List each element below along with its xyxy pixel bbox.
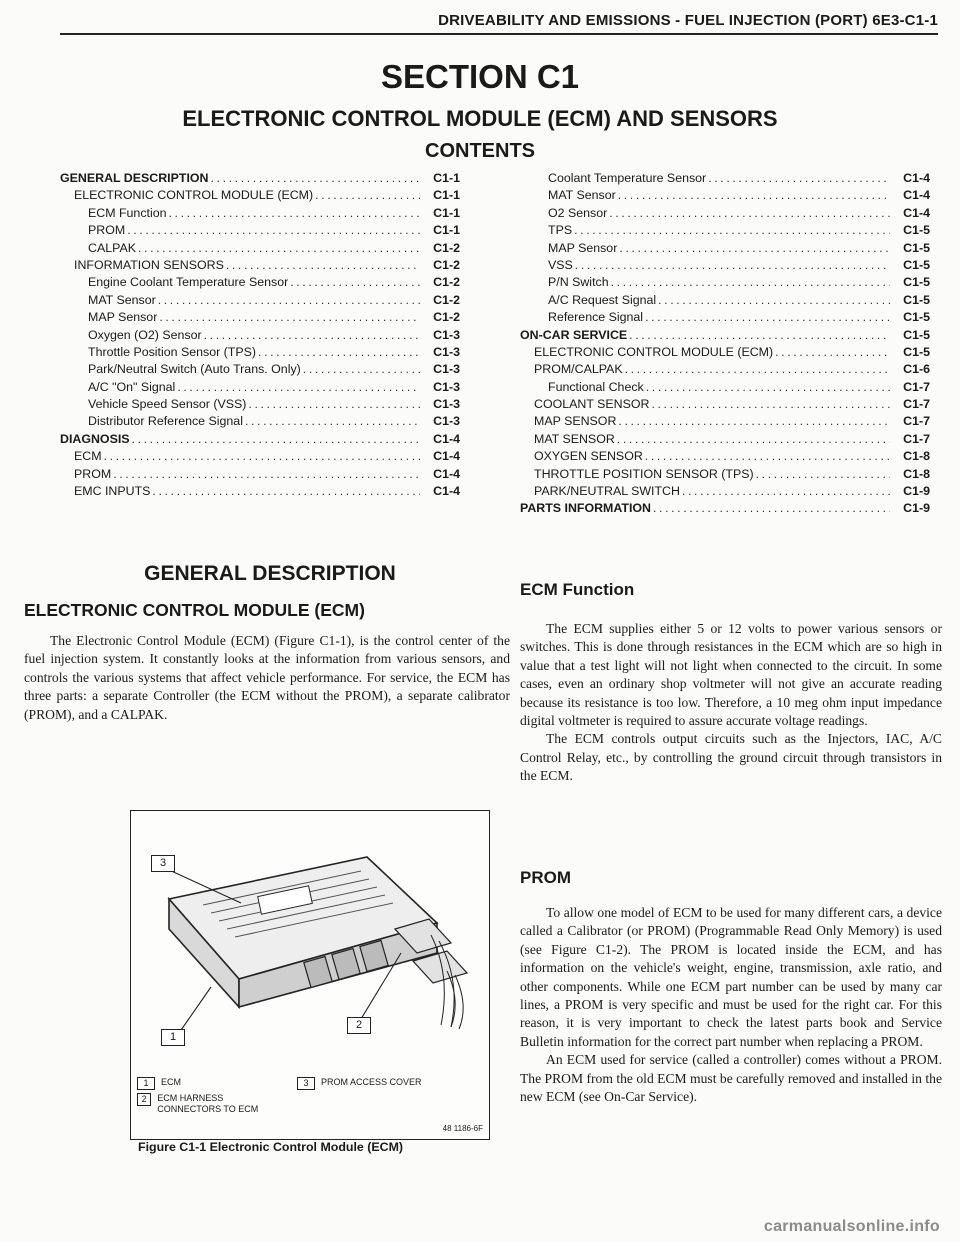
- toc-entry-page: C1-3: [433, 344, 460, 359]
- toc-entry-label: THROTTLE POSITION SENSOR (TPS): [534, 466, 754, 481]
- ecm-illustration: [131, 811, 487, 1061]
- legend-item: [137, 1093, 287, 1115]
- toc-entry-label: MAT Sensor: [88, 292, 156, 307]
- toc-entry: [60, 309, 460, 326]
- toc-entry: [60, 240, 460, 257]
- toc-entry: [520, 170, 930, 187]
- toc-entry-label: PARK/NEUTRAL SWITCH: [534, 484, 680, 499]
- toc-leader-dots: [136, 240, 420, 257]
- legend-text: PROM ACCESS COVER: [321, 1077, 422, 1087]
- toc-entry-page: C1-4: [903, 205, 930, 220]
- toc-leader-dots: [246, 396, 420, 413]
- toc-entry-label: Functional Check: [548, 379, 644, 394]
- toc-entry-page: C1-4: [903, 171, 930, 185]
- toc-entry-page: C1-2: [433, 292, 460, 307]
- toc-entry-label: COOLANT SENSOR: [534, 397, 650, 412]
- toc-entry: [520, 257, 930, 274]
- toc-entry-label: CALPAK: [88, 240, 136, 255]
- toc-leader-dots: [649, 396, 890, 413]
- ecm-function-paragraph-2: The ECM controls output circuits such as the Injectors, IAC, A/C Control Relay, etc., by controlling the ground circuit through transistors in the ECM.: [520, 731, 942, 784]
- toc-entry-label: PROM: [88, 223, 126, 238]
- toc-entry-page: C1-9: [903, 501, 930, 516]
- toc-leader-dots: [609, 274, 890, 291]
- toc-entry-page: C1-5: [903, 292, 930, 307]
- legend-item: [137, 1077, 181, 1090]
- toc-entry-label: INFORMATION SENSORS: [74, 257, 224, 272]
- toc-entry-page: C1-2: [433, 310, 460, 325]
- toc-entry-label: MAT Sensor: [548, 188, 616, 203]
- toc-entry-page: C1-1: [433, 188, 460, 203]
- toc-entry-label: Coolant Temperature Sensor: [548, 171, 707, 185]
- toc-entry: [60, 222, 460, 239]
- toc-entry-label: PARTS INFORMATION: [520, 501, 652, 516]
- toc-leader-dots: [156, 292, 420, 309]
- toc-entry-label: MAT SENSOR: [534, 431, 615, 446]
- toc-leader-dots: [256, 344, 420, 361]
- toc-entry-page: C1-3: [433, 414, 460, 429]
- toc-entry-page: C1-3: [433, 362, 460, 377]
- toc-entry-page: C1-4: [433, 431, 460, 446]
- toc-entry: [520, 396, 930, 413]
- toc-entry-page: C1-1: [433, 205, 460, 220]
- toc-leader-dots: [616, 413, 890, 430]
- figure-id: 48 1186-6F: [442, 1124, 483, 1133]
- toc-leader-dots: [643, 309, 890, 326]
- section-subtitle: ELECTRONIC CONTROL MODULE (ECM) AND SENSORS: [182, 106, 778, 131]
- legend-number: 3: [297, 1077, 315, 1090]
- toc-entry-label: O2 Sensor: [548, 205, 608, 220]
- toc-entry-page: C1-2: [433, 275, 460, 290]
- figure-caption: Figure C1-1 Electronic Control Module (ECM): [138, 1140, 404, 1154]
- toc-entry: [60, 396, 460, 413]
- toc-leader-dots: [651, 500, 890, 517]
- toc-entry-label: VSS: [548, 257, 573, 272]
- contents-heading: CONTENTS: [425, 140, 535, 162]
- toc-entry-page: C1-4: [433, 449, 460, 464]
- toc-entry-label: Reference Signal: [548, 310, 644, 325]
- toc-entry-page: C1-5: [903, 223, 930, 238]
- toc-leader-dots: [773, 344, 890, 361]
- toc-entry-page: C1-7: [903, 379, 930, 394]
- toc-entry: [60, 170, 460, 187]
- ecm-function-body: [520, 620, 942, 786]
- toc-entry: [60, 379, 460, 396]
- toc-entry: [60, 205, 460, 222]
- toc-entry-page: C1-5: [903, 310, 930, 325]
- toc-entry: [520, 379, 930, 396]
- toc-left-column: [60, 170, 460, 500]
- toc-entry-label: PROM: [74, 466, 112, 481]
- toc-entry-page: C1-8: [903, 449, 930, 464]
- toc-right-column: [520, 170, 930, 518]
- toc-leader-dots: [208, 170, 420, 187]
- prom-heading: PROM: [520, 868, 571, 887]
- toc-entry: [520, 344, 930, 361]
- toc-entry-page: C1-2: [433, 257, 460, 272]
- toc-entry: [520, 274, 930, 291]
- toc-entry-label: P/N Switch: [548, 275, 609, 290]
- toc-entry-page: C1-3: [433, 397, 460, 412]
- toc-leader-dots: [175, 379, 420, 396]
- toc-entry-page: C1-5: [903, 327, 930, 342]
- toc-entry-page: C1-6: [903, 362, 930, 377]
- toc-entry: [520, 205, 930, 222]
- figure-callout-2: 2: [347, 1017, 371, 1034]
- toc-entry-page: C1-4: [903, 188, 930, 203]
- ecm-heading: ELECTRONIC CONTROL MODULE (ECM): [24, 600, 365, 620]
- toc-leader-dots: [150, 483, 420, 500]
- toc-leader-dots: [301, 361, 420, 378]
- toc-entry: [520, 327, 930, 344]
- toc-leader-dots: [224, 257, 420, 274]
- toc-entry: [520, 292, 930, 309]
- toc-entry-label: A/C "On" Signal: [88, 379, 176, 394]
- section-title: SECTION C1: [380, 58, 580, 95]
- toc-entry-label: DIAGNOSIS: [60, 431, 130, 446]
- toc-leader-dots: [644, 379, 890, 396]
- toc-entry-label: ELECTRONIC CONTROL MODULE (ECM): [74, 188, 314, 203]
- toc-entry-page: C1-5: [903, 240, 930, 255]
- toc-entry-page: C1-9: [903, 484, 930, 499]
- toc-entry: [60, 483, 460, 500]
- toc-entry: [60, 257, 460, 274]
- ecm-paragraph: [24, 632, 510, 724]
- toc-leader-dots: [130, 431, 420, 448]
- toc-entry: [520, 413, 930, 430]
- toc-entry-label: Oxygen (O2) Sensor: [88, 327, 202, 342]
- toc-entry-page: C1-5: [903, 344, 930, 359]
- toc-leader-dots: [573, 257, 890, 274]
- toc-entry-label: GENERAL DESCRIPTION: [60, 171, 209, 185]
- toc-entry-label: Throttle Position Sensor (TPS): [88, 344, 257, 359]
- toc-entry-label: ELECTRONIC CONTROL MODULE (ECM): [534, 344, 774, 359]
- toc-entry: [520, 240, 930, 257]
- toc-entry: [520, 309, 930, 326]
- toc-entry: [60, 448, 460, 465]
- toc-entry: [60, 466, 460, 483]
- toc-entry-label: ECM Function: [88, 205, 167, 220]
- toc-entry-label: MAP Sensor: [548, 240, 618, 255]
- toc-entry: [60, 327, 460, 344]
- toc-entry-page: C1-7: [903, 431, 930, 446]
- toc-entry-label: TPS: [548, 223, 573, 238]
- legend-number: 1: [137, 1077, 155, 1090]
- toc-leader-dots: [615, 431, 890, 448]
- toc-entry-page: C1-4: [433, 466, 460, 481]
- toc-leader-dots: [167, 205, 420, 222]
- prom-paragraph-2: An ECM used for service (called a controller) comes without a PROM. The PROM from the old ECM must be carefully removed and installed in the new ECM (see On-Car Service).: [520, 1052, 942, 1105]
- toc-leader-dots: [102, 448, 420, 465]
- toc-leader-dots: [243, 413, 420, 430]
- toc-leader-dots: [623, 361, 890, 378]
- toc-entry-page: C1-3: [433, 379, 460, 394]
- toc-entry-label: MAP SENSOR: [534, 414, 617, 429]
- toc-entry: [60, 344, 460, 361]
- toc-entry: [60, 187, 460, 204]
- toc-entry-page: C1-7: [903, 397, 930, 412]
- toc-leader-dots: [616, 187, 890, 204]
- legend-text: ECM HARNESS CONNECTORS TO ECM: [157, 1093, 259, 1114]
- legend-item: [297, 1077, 422, 1090]
- toc-entry: [520, 500, 930, 517]
- toc-leader-dots: [706, 170, 890, 187]
- toc-entry: [60, 361, 460, 378]
- toc-entry-label: A/C Request Signal: [548, 292, 657, 307]
- toc-entry: [60, 274, 460, 291]
- toc-leader-dots: [202, 327, 420, 344]
- toc-entry-label: MAP Sensor: [88, 310, 158, 325]
- watermark: carmanualsonline.info: [763, 1218, 940, 1235]
- toc-entry-label: ECM: [74, 449, 102, 464]
- toc-leader-dots: [627, 327, 890, 344]
- legend-number: 2: [137, 1093, 151, 1106]
- toc-entry-page: C1-8: [903, 466, 930, 481]
- toc-entry: [520, 431, 930, 448]
- toc-entry-label: OXYGEN SENSOR: [534, 449, 643, 464]
- toc-entry-page: C1-3: [433, 327, 460, 342]
- toc-leader-dots: [680, 483, 890, 500]
- figure-callout-3: 3: [151, 855, 175, 872]
- toc-leader-dots: [754, 466, 890, 483]
- toc-leader-dots: [125, 222, 420, 239]
- toc-entry: [520, 187, 930, 204]
- toc-entry: [60, 431, 460, 448]
- toc-leader-dots: [572, 222, 890, 239]
- figure-callout-1: 1: [161, 1029, 185, 1046]
- figure-frame: [130, 810, 490, 1140]
- ecm-paragraph-text: The Electronic Control Module (ECM) (Figure C1-1), is the control center of the fuel injection system. It constantly looks at the information from various sensors, and controls the various systems that affect vehicle performance. For service, the ECM has three parts: a separate Controller (the ECM without the PROM), a separate calibrator (PROM), and a CALPAK.: [24, 633, 510, 722]
- ecm-function-paragraph-1: The ECM supplies either 5 or 12 volts to power various sensors or switches. This is done through resistances in the ECM which are so high in value that a test light will not light when connected to the circuit. In some cases, even an ordinary shop voltmeter will not give an accurate reading because its resistance is too low. Therefore, a 10 meg ohm input impedance digital voltmeter is required to assure accurate voltage readings.: [520, 621, 942, 729]
- toc-leader-dots: [313, 187, 420, 204]
- toc-entry: [60, 413, 460, 430]
- toc-entry-page: C1-2: [433, 240, 460, 255]
- prom-paragraph-1: To allow one model of ECM to be used for many different cars, a device called a Calibrator (or PROM) (Programmable Read Only Memory) is used (see Figure C1-2). The PROM is located inside the ECM, and has information on the vehicle's weight, engine, transmission, axle ratio, and other components. While one ECM part number can be used by many car lines, a PROM is very specific and must be used for the right car. For this reason, it is very important to check the latest parts book and Service Bulletin information for the correct part number when replacing a PROM.: [520, 905, 942, 1049]
- toc-entry: [520, 448, 930, 465]
- toc-entry-label: Park/Neutral Switch (Auto Trans. Only): [88, 362, 301, 377]
- toc-entry: [520, 466, 930, 483]
- toc-entry: [520, 483, 930, 500]
- running-header: DRIVEABILITY AND EMISSIONS - FUEL INJECTION (PORT) 6E3-C1-1: [60, 12, 938, 35]
- toc-entry: [60, 292, 460, 309]
- toc-entry-label: Engine Coolant Temperature Sensor: [88, 275, 289, 290]
- toc-leader-dots: [111, 466, 420, 483]
- toc-entry-page: C1-4: [433, 484, 460, 499]
- toc-entry-label: PROM/CALPAK: [534, 362, 623, 377]
- toc-entry-label: ON-CAR SERVICE: [520, 327, 628, 342]
- ecm-function-heading: ECM Function: [520, 580, 635, 599]
- toc-entry-label: EMC INPUTS: [74, 484, 151, 499]
- toc-entry-page: C1-1: [433, 223, 460, 238]
- toc-entry: [520, 361, 930, 378]
- toc-entry-label: Distributor Reference Signal: [88, 414, 243, 429]
- toc-entry-page: C1-5: [903, 257, 930, 272]
- toc-leader-dots: [157, 309, 420, 326]
- toc-entry-page: C1-5: [903, 275, 930, 290]
- toc-entry-page: C1-1: [433, 171, 460, 185]
- toc-entry: [520, 222, 930, 239]
- prom-body: [520, 904, 942, 1106]
- toc-leader-dots: [607, 205, 890, 222]
- toc-leader-dots: [617, 240, 890, 257]
- legend-text: ECM: [161, 1077, 181, 1087]
- toc-leader-dots: [643, 448, 890, 465]
- toc-leader-dots: [656, 292, 890, 309]
- toc-entry-page: C1-7: [903, 414, 930, 429]
- toc-leader-dots: [288, 274, 420, 291]
- general-description-heading: GENERAL DESCRIPTION: [144, 562, 396, 585]
- toc-entry-label: Vehicle Speed Sensor (VSS): [88, 397, 247, 412]
